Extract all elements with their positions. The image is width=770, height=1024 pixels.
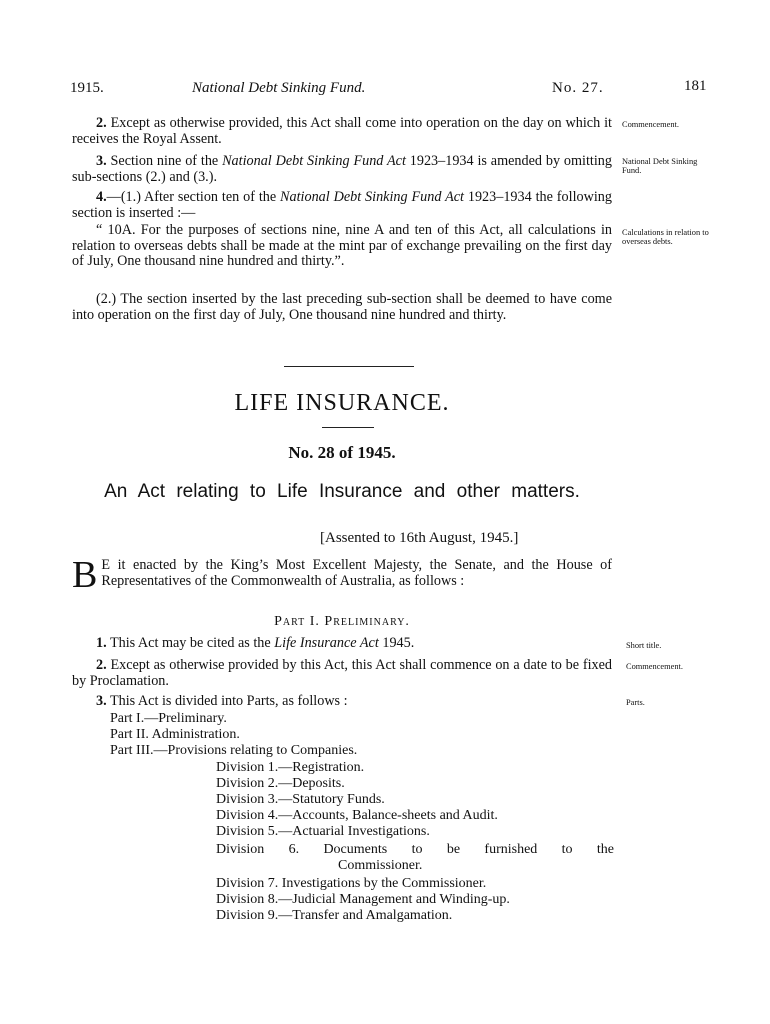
section-number: 2. [96, 115, 107, 131]
prev-section-3 [72, 154, 612, 185]
margin-note-commencement: Commencement. [622, 120, 679, 129]
division-list-item: Division 4.—Accounts, Balance-sheets and Audit. [216, 808, 498, 823]
assent-date: [Assented to 16th August, 1945.] [320, 530, 519, 546]
section-number: 3. [96, 153, 107, 169]
header-year: 1915. [70, 80, 104, 96]
section-divider [284, 366, 414, 367]
enacting-text: E it enacted by the King’s Most Excellent Majesty, the Senate, and the House of Representatives of the Commonwealth of Australia, as follows : [101, 557, 612, 589]
new-section-3 [72, 694, 612, 710]
parts-list-item: Part III.—Provisions relating to Companies. [110, 743, 358, 758]
division-list-item: Division 1.—Registration. [216, 760, 365, 775]
header-page-number: 181 [684, 78, 707, 94]
division-list-item: Division 3.—Statutory Funds. [216, 792, 385, 807]
section-number: 3. [96, 693, 107, 709]
new-section-1 [72, 636, 612, 652]
section-text: Except as otherwise provided, this Act shall come into operation on the day on which it receives the Royal Assent. [72, 115, 612, 147]
margin-note-overseas-debts: Calculations in relation to overseas debts. [622, 228, 709, 246]
act-citation: National Debt Sinking Fund Act [280, 189, 464, 205]
margin-note-short-title: Short title. [626, 641, 662, 650]
margin-note-commencement-2: Commencement. [626, 662, 683, 671]
title-underline [322, 427, 374, 428]
margin-note-parts: Parts. [626, 698, 645, 707]
inserted-section-10a: “ 10A. For the purposes of sections nine, nine A and ten of this Act, all calculations in relation to overseas debts shall be made at the mint par of exchange prevailing on the first day of July, One thousand nine hundred and thirty.”. [72, 222, 612, 270]
part-1-heading: Part I. Preliminary. [274, 614, 410, 629]
section-text: 1923–1934 is amended by omitting sub-sections (2.) and (3.). [72, 153, 612, 185]
section-text: 1923–1934 the following section is inserted :— [72, 189, 612, 221]
section-text: 1945. [378, 635, 415, 651]
act-number: No. 28 of 1945. [288, 443, 396, 462]
header-act-number: No. 27. [552, 80, 604, 96]
new-section-2 [72, 658, 612, 689]
parts-list-item: Part II. Administration. [110, 727, 240, 742]
act-short-title: LIFE INSURANCE. [234, 390, 450, 416]
division-list-item: Division 5.—Actuarial Investigations. [216, 824, 430, 839]
header-running-title: National Debt Sinking Fund. [192, 80, 366, 96]
division-list-item-continued: Commissioner. [338, 858, 423, 873]
drop-cap: B [72, 554, 98, 596]
section-text: This Act is divided into Parts, as follows : [109, 693, 348, 709]
division-list-item: Division 9.—Transfer and Amalgamation. [216, 908, 453, 923]
division-list-item: Division 2.—Deposits. [216, 776, 345, 791]
section-number: 4. [96, 189, 107, 205]
prev-section-4 [72, 190, 612, 221]
margin-note-sinking-fund: National Debt Sinking Fund. [622, 157, 698, 175]
prev-subsection-2: (2.) The section inserted by the last preceding sub-section shall be deemed to have come into operation on the first day of July, One thousand nine hundred and thirty. [72, 291, 612, 323]
prev-section-2 [72, 116, 612, 147]
section-text: This Act may be cited as the [109, 635, 275, 651]
section-text: Except as otherwise provided by this Act, this Act shall commence on a date to be fixed by Proclamation. [72, 657, 612, 689]
section-text: Section nine of the [110, 153, 223, 169]
division-list-item: Division 6. Documents to be furnished to the [216, 842, 614, 857]
division-list-item: Division 8.—Judicial Management and Winding-up. [216, 892, 510, 907]
section-number: 2. [96, 657, 107, 673]
act-long-title: An Act relating to Life Insurance and other matters. [104, 481, 580, 502]
section-text: —(1.) After section ten of the [106, 189, 281, 205]
act-citation: Life Insurance Act [274, 635, 379, 651]
parts-list-item: Part I.—Preliminary. [110, 711, 227, 726]
section-number: 1. [96, 635, 107, 651]
enacting-formula [72, 554, 612, 596]
act-citation: National Debt Sinking Fund Act [222, 153, 406, 169]
division-list-item: Division 7. Investigations by the Commissioner. [216, 876, 487, 891]
